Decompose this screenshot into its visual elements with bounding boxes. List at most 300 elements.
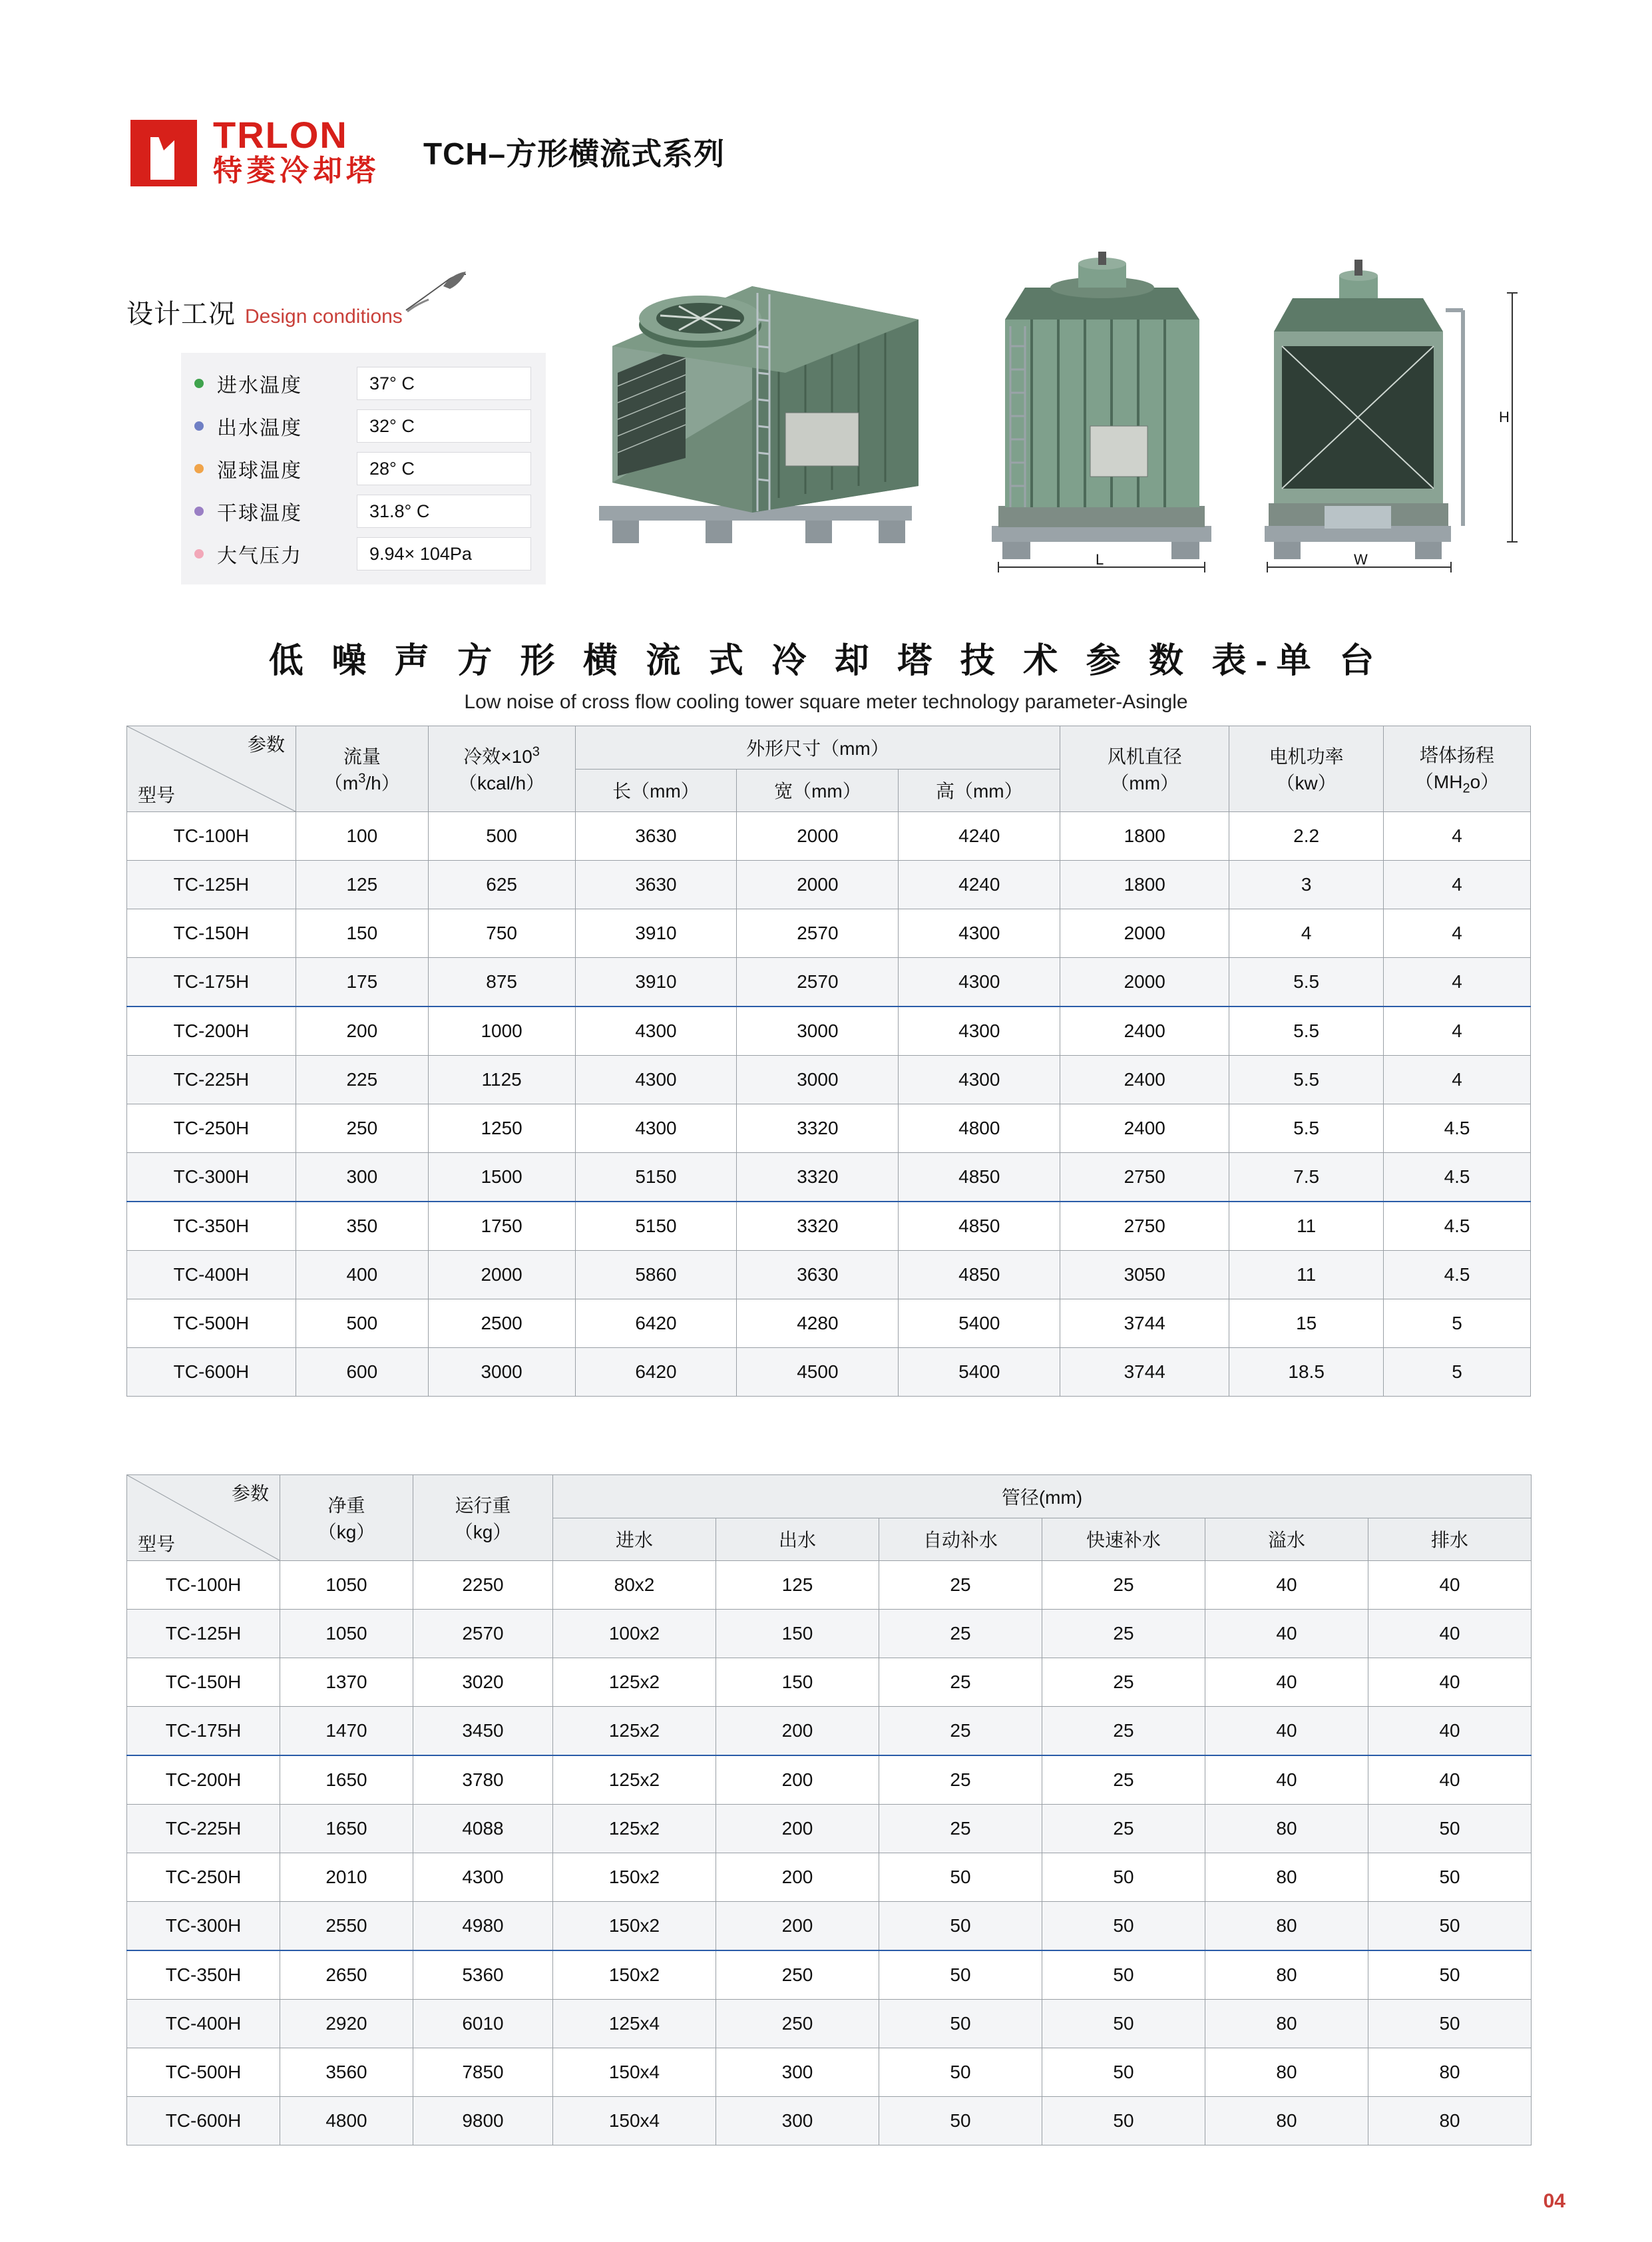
value-cell: 40 — [1205, 1610, 1368, 1658]
value-cell: 125 — [296, 861, 428, 909]
value-cell: 250 — [716, 2000, 879, 2048]
value-cell: 9800 — [413, 2097, 553, 2145]
specifications-table-2 — [126, 1474, 1532, 2145]
th-outlet: 出水 — [716, 1518, 879, 1561]
trlon-logo-icon — [126, 113, 206, 190]
value-cell: 50 — [1042, 1950, 1205, 2000]
value-cell: 3000 — [428, 1348, 575, 1397]
value-cell: 125x2 — [553, 1755, 716, 1805]
value-cell: 1250 — [428, 1104, 575, 1153]
value-cell: 25 — [879, 1805, 1042, 1853]
page-header — [126, 113, 725, 190]
table-row — [127, 1007, 1531, 1056]
brand-name-cn: 特菱冷却塔 — [213, 154, 379, 188]
value-cell: 80 — [1205, 1805, 1368, 1853]
model-cell: TC-175H — [127, 958, 296, 1007]
brand-logo — [126, 113, 379, 190]
product-figures — [586, 240, 1538, 586]
table-row — [127, 812, 1531, 861]
value-cell: 2750 — [1060, 1153, 1229, 1202]
value-cell: 5.5 — [1229, 1056, 1384, 1104]
model-cell: TC-100H — [127, 1561, 280, 1610]
value-cell: 4 — [1384, 958, 1531, 1007]
value-cell: 50 — [1368, 1902, 1532, 1951]
value-cell: 50 — [1368, 1853, 1532, 1902]
value-cell: 5360 — [413, 1950, 553, 2000]
model-cell: TC-250H — [127, 1853, 280, 1902]
table-row — [127, 1853, 1532, 1902]
value-cell: 3560 — [280, 2048, 413, 2097]
value-cell: 50 — [1042, 1902, 1205, 1951]
value-cell: 40 — [1368, 1755, 1532, 1805]
condition-label: 出水温度 — [217, 417, 302, 439]
model-cell: TC-350H — [127, 1950, 280, 2000]
table2-corner-header — [127, 1475, 280, 1561]
bullet-icon — [181, 507, 217, 516]
value-cell: 80 — [1205, 2097, 1368, 2145]
value-cell: 200 — [716, 1902, 879, 1951]
th-length: 长（mm） — [575, 769, 737, 812]
value-cell: 2570 — [737, 958, 899, 1007]
value-cell: 3910 — [575, 909, 737, 958]
value-cell: 5 — [1384, 1299, 1531, 1348]
value-cell: 200 — [716, 1805, 879, 1853]
value-cell: 150 — [296, 909, 428, 958]
value-cell: 1800 — [1060, 812, 1229, 861]
value-cell: 40 — [1205, 1658, 1368, 1707]
model-cell: TC-300H — [127, 1153, 296, 1202]
value-cell: 2570 — [737, 909, 899, 958]
value-cell: 600 — [296, 1348, 428, 1397]
value-cell: 225 — [296, 1056, 428, 1104]
value-cell: 50 — [879, 1853, 1042, 1902]
value-cell: 2750 — [1060, 1202, 1229, 1251]
table-row — [127, 1202, 1531, 1251]
condition-label: 干球温度 — [217, 503, 302, 525]
value-cell: 3630 — [575, 812, 737, 861]
value-cell: 2550 — [280, 1902, 413, 1951]
value-cell: 125 — [716, 1561, 879, 1610]
th-auto-makeup: 自动补水 — [879, 1518, 1042, 1561]
value-cell: 3 — [1229, 861, 1384, 909]
th-overflow: 溢水 — [1205, 1518, 1368, 1561]
th-width: 宽（mm） — [737, 769, 899, 812]
value-cell: 1050 — [280, 1561, 413, 1610]
table-row — [127, 2000, 1532, 2048]
value-cell: 3320 — [737, 1104, 899, 1153]
value-cell: 4.5 — [1384, 1202, 1531, 1251]
value-cell: 11 — [1229, 1251, 1384, 1299]
value-cell: 1125 — [428, 1056, 575, 1104]
value-cell: 1500 — [428, 1153, 575, 1202]
table-row — [127, 1610, 1532, 1658]
value-cell: 1050 — [280, 1610, 413, 1658]
value-cell: 125x2 — [553, 1707, 716, 1756]
value-cell: 40 — [1205, 1561, 1368, 1610]
model-cell: TC-225H — [127, 1805, 280, 1853]
model-cell: TC-300H — [127, 1902, 280, 1951]
value-cell: 50 — [1368, 1950, 1532, 2000]
th-motor-power: 电机功率 （kw） — [1229, 726, 1384, 812]
model-cell: TC-500H — [127, 2048, 280, 2097]
value-cell: 5860 — [575, 1251, 737, 1299]
value-cell: 80 — [1205, 1853, 1368, 1902]
value-cell: 400 — [296, 1251, 428, 1299]
value-cell: 50 — [879, 1902, 1042, 1951]
value-cell: 5150 — [575, 1153, 737, 1202]
value-cell: 3744 — [1060, 1299, 1229, 1348]
value-cell: 80 — [1205, 1950, 1368, 2000]
value-cell: 4980 — [413, 1902, 553, 1951]
svg-text:L: L — [1096, 551, 1104, 568]
value-cell: 3630 — [737, 1251, 899, 1299]
th-height: 高（mm） — [899, 769, 1060, 812]
value-cell: 4300 — [899, 909, 1060, 958]
brush-icon — [399, 266, 479, 320]
design-condition-row — [181, 490, 546, 533]
svg-text:H: H — [1499, 409, 1510, 425]
value-cell: 2000 — [1060, 909, 1229, 958]
table1-body — [127, 812, 1531, 1397]
table-row — [127, 1153, 1531, 1202]
value-cell: 80 — [1205, 2000, 1368, 2048]
value-cell: 2400 — [1060, 1007, 1229, 1056]
th-tower-head: 塔体扬程 $(MH_2o)$ — [1384, 726, 1531, 812]
value-cell: 4240 — [899, 812, 1060, 861]
value-cell: 3744 — [1060, 1348, 1229, 1397]
table-row — [127, 909, 1531, 958]
section-title-cn: 低 噪 声 方 形 横 流 式 冷 却 塔 技 术 参 数 表-单 台 — [268, 642, 1384, 680]
value-cell: 200 — [296, 1007, 428, 1056]
brand-name-en: TRLON — [213, 114, 348, 156]
value-cell: 6420 — [575, 1299, 737, 1348]
value-cell: 2400 — [1060, 1056, 1229, 1104]
value-cell: 150x2 — [553, 1853, 716, 1902]
condition-value: 31.8° C — [357, 495, 531, 528]
value-cell: 3000 — [737, 1056, 899, 1104]
model-cell: TC-400H — [127, 2000, 280, 2048]
value-cell: 4300 — [899, 1007, 1060, 1056]
value-cell: 150x2 — [553, 1902, 716, 1951]
value-cell: 4240 — [899, 861, 1060, 909]
design-conditions-title — [126, 293, 403, 331]
value-cell: 250 — [716, 1950, 879, 2000]
value-cell: 25 — [1042, 1658, 1205, 1707]
value-cell: 50 — [1042, 1853, 1205, 1902]
value-cell: 50 — [1368, 2000, 1532, 2048]
table-row — [127, 1251, 1531, 1299]
bullet-icon — [181, 549, 217, 559]
value-cell: 150x2 — [553, 1950, 716, 2000]
value-cell: 125x2 — [553, 1805, 716, 1853]
th-flow: 流量 $(m^3/h)$ — [296, 726, 428, 812]
model-cell: TC-200H — [127, 1755, 280, 1805]
value-cell: 4500 — [737, 1348, 899, 1397]
value-cell: 4850 — [899, 1251, 1060, 1299]
value-cell: 25 — [1042, 1707, 1205, 1756]
value-cell: 50 — [879, 2000, 1042, 2048]
value-cell: 5.5 — [1229, 1104, 1384, 1153]
table-row — [127, 1950, 1532, 2000]
value-cell: 40 — [1368, 1707, 1532, 1756]
design-conditions-title-en: Design conditions — [245, 306, 403, 328]
value-cell: 40 — [1368, 1561, 1532, 1610]
value-cell: 150 — [716, 1610, 879, 1658]
value-cell: 500 — [428, 812, 575, 861]
condition-value: 37° C — [357, 367, 531, 400]
value-cell: 5.5 — [1229, 958, 1384, 1007]
table-row — [127, 1755, 1532, 1805]
value-cell: 150 — [716, 1658, 879, 1707]
value-cell: 50 — [1368, 1805, 1532, 1853]
value-cell: 4300 — [575, 1056, 737, 1104]
corner-model-label: 型号 — [138, 1534, 176, 1554]
model-cell: TC-225H — [127, 1056, 296, 1104]
value-cell: 125x2 — [553, 1658, 716, 1707]
value-cell: 100x2 — [553, 1610, 716, 1658]
bullet-icon — [181, 379, 217, 388]
th-fan-diameter: 风机直径 （mm） — [1060, 726, 1229, 812]
model-cell: TC-200H — [127, 1007, 296, 1056]
value-cell: 4850 — [899, 1202, 1060, 1251]
value-cell: 3780 — [413, 1755, 553, 1805]
svg-text:W: W — [1354, 551, 1368, 568]
value-cell: 25 — [879, 1561, 1042, 1610]
table-row — [127, 958, 1531, 1007]
model-cell: TC-600H — [127, 2097, 280, 2145]
table-row — [127, 1805, 1532, 1853]
model-cell: TC-125H — [127, 861, 296, 909]
value-cell: 25 — [879, 1755, 1042, 1805]
th-dimensions: 外形尺寸（mm） — [575, 726, 1060, 770]
value-cell: 25 — [1042, 1805, 1205, 1853]
value-cell: 300 — [716, 2048, 879, 2097]
th-drain: 排水 — [1368, 1518, 1532, 1561]
model-cell: TC-600H — [127, 1348, 296, 1397]
bullet-icon — [181, 421, 217, 431]
value-cell: 5 — [1384, 1348, 1531, 1397]
value-cell: 3450 — [413, 1707, 553, 1756]
value-cell: 100 — [296, 812, 428, 861]
value-cell: 50 — [1042, 2097, 1205, 2145]
value-cell: 2010 — [280, 1853, 413, 1902]
value-cell: 7850 — [413, 2048, 553, 2097]
table-row — [127, 1707, 1532, 1756]
value-cell: 4 — [1384, 1007, 1531, 1056]
corner-param-label: 参数 — [247, 734, 285, 755]
value-cell: 4 — [1384, 812, 1531, 861]
value-cell: 4300 — [575, 1104, 737, 1153]
table-row — [127, 1561, 1532, 1610]
value-cell: 300 — [716, 2097, 879, 2145]
value-cell: 4 — [1384, 1056, 1531, 1104]
bullet-icon — [181, 464, 217, 473]
value-cell: 25 — [879, 1658, 1042, 1707]
value-cell: 3050 — [1060, 1251, 1229, 1299]
table-row — [127, 1104, 1531, 1153]
value-cell: 500 — [296, 1299, 428, 1348]
specifications-table-1 — [126, 726, 1531, 1397]
th-quick-makeup: 快速补水 — [1042, 1518, 1205, 1561]
table1-corner-header — [127, 726, 296, 812]
value-cell: 4280 — [737, 1299, 899, 1348]
table-row — [127, 861, 1531, 909]
value-cell: 25 — [1042, 1610, 1205, 1658]
value-cell: 1800 — [1060, 861, 1229, 909]
value-cell: 750 — [428, 909, 575, 958]
value-cell: 5400 — [899, 1348, 1060, 1397]
value-cell: 2000 — [737, 861, 899, 909]
value-cell: 3320 — [737, 1202, 899, 1251]
value-cell: 2000 — [737, 812, 899, 861]
condition-value: 32° C — [357, 409, 531, 443]
value-cell: 2000 — [1060, 958, 1229, 1007]
value-cell: 4088 — [413, 1805, 553, 1853]
value-cell: 125x4 — [553, 2000, 716, 2048]
value-cell: 2250 — [413, 1561, 553, 1610]
table2-body — [127, 1561, 1532, 2145]
value-cell: 3320 — [737, 1153, 899, 1202]
value-cell: 4300 — [899, 958, 1060, 1007]
value-cell: 7.5 — [1229, 1153, 1384, 1202]
design-condition-row — [181, 362, 546, 405]
value-cell: 4 — [1384, 909, 1531, 958]
value-cell: 4300 — [575, 1007, 737, 1056]
value-cell: 11 — [1229, 1202, 1384, 1251]
corner-model-label: 型号 — [138, 785, 176, 805]
value-cell: 6010 — [413, 2000, 553, 2048]
value-cell: 1650 — [280, 1755, 413, 1805]
value-cell: 6420 — [575, 1348, 737, 1397]
value-cell: 350 — [296, 1202, 428, 1251]
value-cell: 15 — [1229, 1299, 1384, 1348]
value-cell: 150x4 — [553, 2048, 716, 2097]
value-cell: 2.2 — [1229, 812, 1384, 861]
value-cell: 50 — [879, 2097, 1042, 2145]
value-cell: 4.5 — [1384, 1104, 1531, 1153]
model-cell: TC-500H — [127, 1299, 296, 1348]
value-cell: 3000 — [737, 1007, 899, 1056]
value-cell: 3910 — [575, 958, 737, 1007]
model-cell: TC-175H — [127, 1707, 280, 1756]
value-cell: 5150 — [575, 1202, 737, 1251]
value-cell: 4300 — [413, 1853, 553, 1902]
value-cell: 2000 — [428, 1251, 575, 1299]
value-cell: 1650 — [280, 1805, 413, 1853]
cooling-tower-3d-view — [586, 246, 958, 579]
value-cell: 2570 — [413, 1610, 553, 1658]
value-cell: 80x2 — [553, 1561, 716, 1610]
table-row — [127, 2048, 1532, 2097]
design-condition-row — [181, 405, 546, 447]
value-cell: 50 — [1042, 2000, 1205, 2048]
design-conditions-table — [181, 353, 546, 584]
value-cell: 4300 — [899, 1056, 1060, 1104]
model-cell: TC-100H — [127, 812, 296, 861]
value-cell: 150x4 — [553, 2097, 716, 2145]
value-cell: 1470 — [280, 1707, 413, 1756]
section-title-en: Low noise of cross flow cooling tower square meter technology parameter-Asingle — [464, 691, 1188, 713]
table-row — [127, 1056, 1531, 1104]
value-cell: 4 — [1384, 861, 1531, 909]
value-cell: 4850 — [899, 1153, 1060, 1202]
condition-label: 大气压力 — [217, 545, 302, 567]
value-cell: 25 — [879, 1707, 1042, 1756]
value-cell: 2500 — [428, 1299, 575, 1348]
condition-label: 进水温度 — [217, 375, 302, 397]
model-cell: TC-250H — [127, 1104, 296, 1153]
design-condition-row — [181, 447, 546, 490]
value-cell: 4.5 — [1384, 1251, 1531, 1299]
th-pipe-diameter: 管径(mm) — [553, 1475, 1532, 1518]
value-cell: 50 — [1042, 2048, 1205, 2097]
value-cell: 4.5 — [1384, 1153, 1531, 1202]
value-cell: 80 — [1205, 2048, 1368, 2097]
value-cell: 625 — [428, 861, 575, 909]
th-inlet: 进水 — [553, 1518, 716, 1561]
condition-value: 9.94× 104Pa — [357, 537, 531, 570]
value-cell: 4800 — [899, 1104, 1060, 1153]
value-cell: 175 — [296, 958, 428, 1007]
value-cell: 2650 — [280, 1950, 413, 2000]
model-cell: TC-400H — [127, 1251, 296, 1299]
value-cell: 300 — [296, 1153, 428, 1202]
cooling-tower-side-view — [1251, 246, 1544, 579]
value-cell: 40 — [1205, 1707, 1368, 1756]
value-cell: 80 — [1368, 2097, 1532, 2145]
value-cell: 40 — [1205, 1755, 1368, 1805]
value-cell: 25 — [879, 1610, 1042, 1658]
value-cell: 1000 — [428, 1007, 575, 1056]
value-cell: 250 — [296, 1104, 428, 1153]
table-row — [127, 1348, 1531, 1397]
page-number: 04 — [1543, 2190, 1565, 2212]
value-cell: 200 — [716, 1755, 879, 1805]
value-cell: 25 — [1042, 1755, 1205, 1805]
model-cell: TC-350H — [127, 1202, 296, 1251]
condition-label: 湿球温度 — [217, 460, 302, 482]
value-cell: 2920 — [280, 2000, 413, 2048]
value-cell: 50 — [879, 2048, 1042, 2097]
value-cell: 80 — [1368, 2048, 1532, 2097]
design-condition-row — [181, 533, 546, 575]
value-cell: 200 — [716, 1853, 879, 1902]
value-cell: 1750 — [428, 1202, 575, 1251]
design-conditions-title-cn: 设计工况 — [126, 300, 236, 329]
value-cell: 3630 — [575, 861, 737, 909]
table-row — [127, 1902, 1532, 1951]
cooling-tower-front-view — [978, 246, 1245, 579]
value-cell: 200 — [716, 1707, 879, 1756]
model-cell: TC-150H — [127, 1658, 280, 1707]
value-cell: 2400 — [1060, 1104, 1229, 1153]
th-cooling-capacity: 冷效$\times 10^3$ （kcal/h） — [428, 726, 575, 812]
value-cell: 4 — [1229, 909, 1384, 958]
th-operating-weight: 运行重 （kg） — [413, 1475, 553, 1561]
value-cell: 3020 — [413, 1658, 553, 1707]
value-cell: 40 — [1368, 1658, 1532, 1707]
value-cell: 80 — [1205, 1902, 1368, 1951]
corner-param-label: 参数 — [231, 1483, 269, 1504]
condition-value: 28° C — [357, 452, 531, 485]
table-row — [127, 1299, 1531, 1348]
series-title: TCH–方形横流式系列 — [423, 136, 725, 171]
value-cell: 50 — [879, 1950, 1042, 2000]
value-cell: 5.5 — [1229, 1007, 1384, 1056]
value-cell: 1370 — [280, 1658, 413, 1707]
value-cell: 40 — [1368, 1610, 1532, 1658]
value-cell: 18.5 — [1229, 1348, 1384, 1397]
